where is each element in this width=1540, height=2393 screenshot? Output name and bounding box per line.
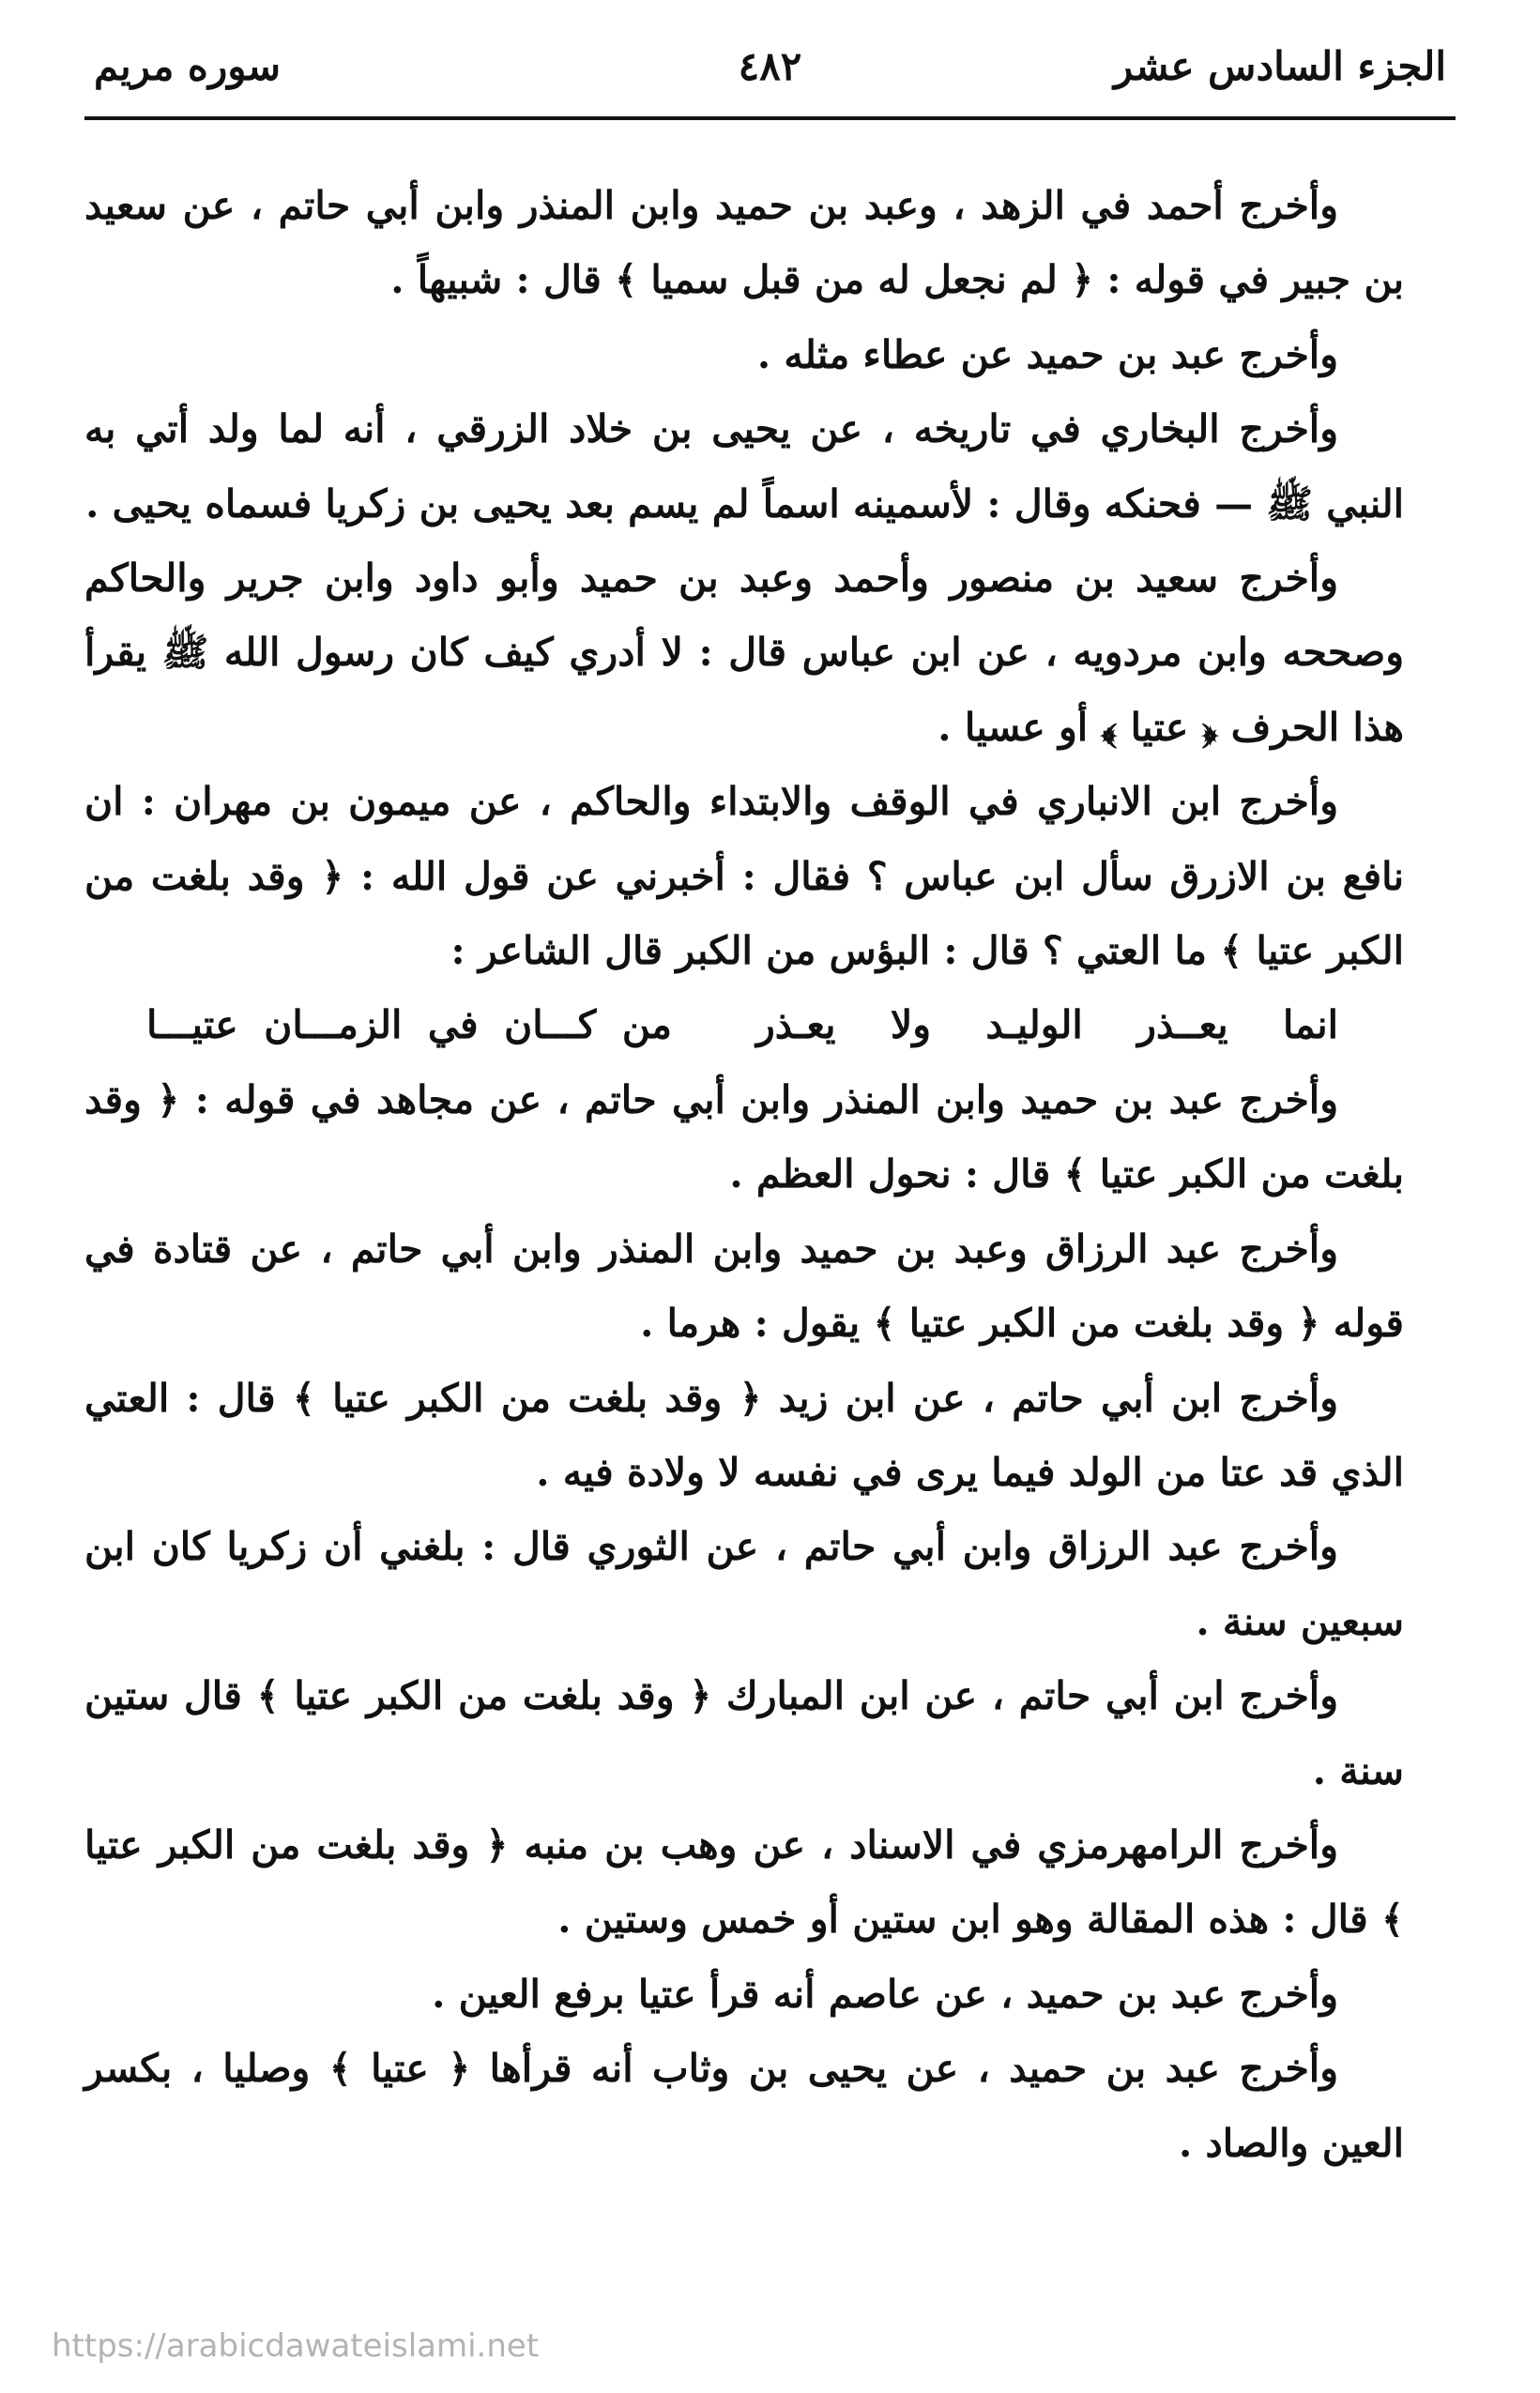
verse-first-hemistich: انما يعــذر الوليـد ولا يعـذر xyxy=(756,1002,1338,1048)
surah-title: سوره مريم xyxy=(94,43,282,89)
part-title: الجزء السادس عشر xyxy=(1113,43,1446,89)
poetry-verse xyxy=(84,988,1404,1062)
paragraph: وأخرج عبد بن حميد وابن المنذر وابن أبي حاتم ، عن مجاهد في قوله : ﴿ وقد بلغت من الكبر عتيا ﴾ قال : نحول العظم . xyxy=(84,1076,1404,1197)
paragraph: وأخرج ابن أبي حاتم ، عن ابن زيد ﴿ وقد بلغت من الكبر عتيا ﴾ قال : العتي الذي قد عتا من الولد فيما يرى في نفسه لا ولادة فيه . xyxy=(84,1375,1404,1495)
page-body xyxy=(84,169,1404,2181)
paragraph: وأخرج أحمد في الزهد ، وعبد بن حميد وابن المنذر وابن أبي حاتم ، عن سعيد بن جبير في قوله : ﴿ لم نجعل له من قبل سميا ﴾ قال : شبيهاً . xyxy=(84,183,1404,303)
paragraph: وأخرج عبد بن حميد ، عن عاصم أنه قرأ عتيا برفع العين . xyxy=(432,1971,1338,2017)
verse-second-hemistich: من كـــان في الزمـــان عتيـــا xyxy=(146,1002,672,1048)
paragraph: وأخرج عبد الرزاق وعبد بن حميد وابن المنذر وابن أبي حاتم ، عن قتادة في قوله ﴿ وقد بلغت من الكبر عتيا ﴾ يقول : هرما . xyxy=(84,1226,1404,1347)
paragraph: وأخرج الرامهرمزي في الاسناد ، عن وهب بن منبه ﴿ وقد بلغت من الكبر عتيا ﴾ قال : هذه المقالة وهو ابن ستين أو خمس وستين . xyxy=(84,1821,1404,1943)
watermark-url: https://arabicdawateislami.net xyxy=(52,2327,540,2365)
paragraph: وأخرج ابن الانباري في الوقف والابتداء والحاكم ، عن ميمون بن مهران : ان نافع بن الازرق سأل ابن عباس ؟ فقال : أخبرني عن قول الله : ﴿ وقد بلغت من الكبر عتيا ﴾ ما العتي ؟ قال : البؤس من الكبر قال الشاعر : xyxy=(84,779,1404,974)
paragraph: وأخرج سعيد بن منصور وأحمد وعبد بن حميد وأبو داود وابن جرير والحاكم وصححه وابن مردويه ، عن ابن عباس قال : لا أدري كيف كان رسول الله ﷺ يقرأ هذا الحرف ﴿ عتيا ﴾ أو عسيا . xyxy=(84,556,1404,750)
paragraph: وأخرج البخاري في تاريخه ، عن يحيى بن خلاد الزرقي ، أنه لما ولد أتي به النبي ﷺ — فحنكه وقال : لأسمينه اسماً لم يسم بعد يحيى بن زكريا فسماه يحيى . xyxy=(84,406,1404,526)
paragraph: وأخرج ابن أبي حاتم ، عن ابن المبارك ﴿ وقد بلغت من الكبر عتيا ﴾ قال ستين سنة . xyxy=(84,1673,1404,1793)
page-header xyxy=(84,38,1456,103)
paragraph: وأخرج عبد بن حميد ، عن يحيى بن وثاب أنه قرأها ﴿ عتيا ﴾ وصليا ، بكسر العين والصاد . xyxy=(84,2046,1404,2166)
paragraph: وأخرج عبد بن حميد عن عطاء مثله . xyxy=(756,331,1338,377)
paragraph: وأخرج عبد الرزاق وابن أبي حاتم ، عن الثوري قال : بلغني أن زكريا كان ابن سبعين سنة . xyxy=(84,1524,1404,1644)
header-divider xyxy=(84,116,1456,120)
page-number: ٤٨٢ xyxy=(738,43,802,89)
